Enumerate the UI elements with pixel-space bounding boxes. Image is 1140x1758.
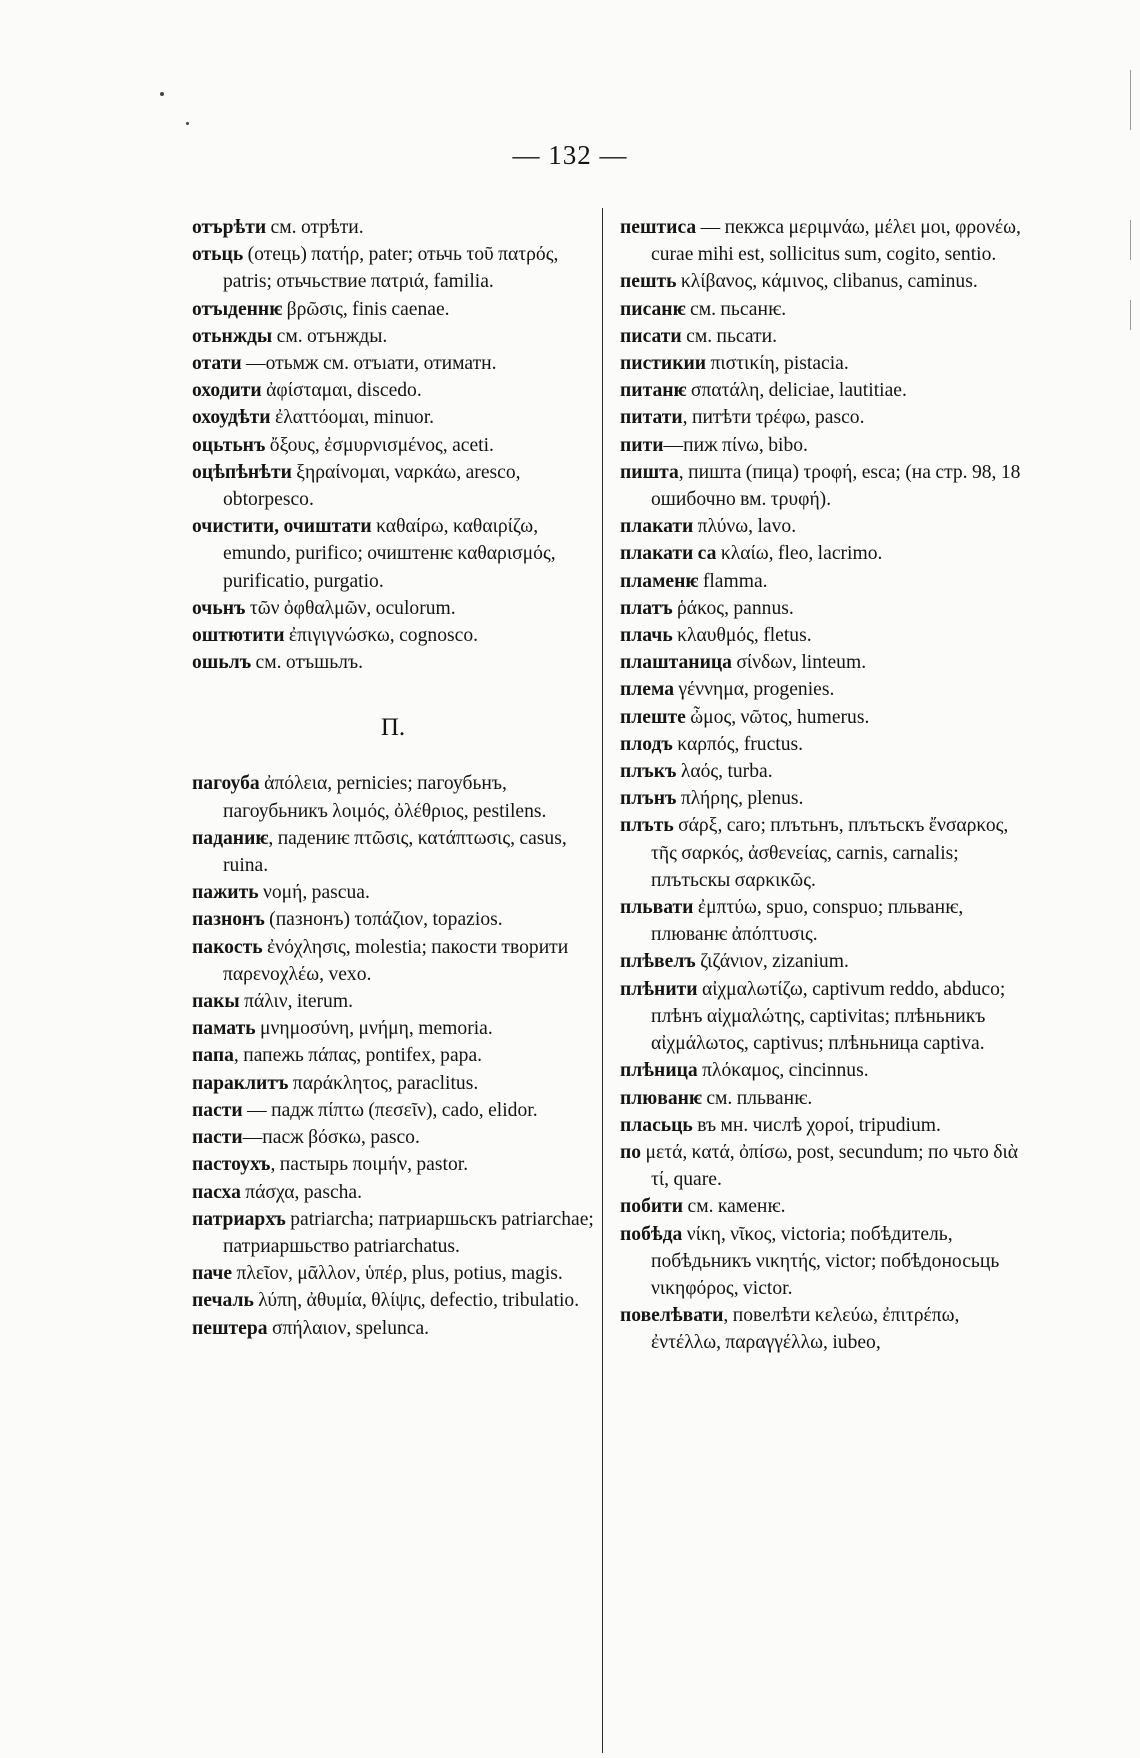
entry-definition: см. каменѥ. [683,1196,786,1218]
entry-definition: μετά, κατά, ὀπίσω, post, secundum; по чьто διὰ τί, quare. [641,1141,1019,1191]
entry-headword: пагоуба [192,773,260,795]
entry-headword: охоудѣти [192,407,271,429]
entry-definition: ἀφίσταμαι, discedo. [261,380,422,402]
entry-definition: λύπη, ἀθυμία, θλίψις, defectio, tribulatio. [253,1290,580,1312]
dictionary-entry [620,595,1028,622]
dictionary-entry [192,770,594,824]
entry-headword: побѣда [620,1223,683,1245]
dictionary-entry [620,1085,1028,1112]
dictionary-entry [620,1112,1028,1139]
entry-headword: пити [620,434,664,456]
entry-definition: νίκη, νῖκος, victoria; побѣдитель, побѣдьникъ νικητής, victor; побѣдоносьць νικηφόρος, victor. [651,1223,1000,1299]
entry-definition: ἐλαττόομαι, minuor. [270,407,435,429]
entry-headword: папа [192,1045,234,1067]
entry-headword: платъ [620,597,673,619]
entry-definition: πλήρης, plenus. [676,788,804,810]
entry-headword: пламенѥ [620,570,699,592]
entry-definition: κλίβανος, κάμινος, clibanus, caminus. [676,271,978,293]
entry-headword: пишта [620,461,679,483]
dictionary-entry [620,649,1028,676]
dictionary-entry [192,1015,594,1042]
dictionary-entry [192,296,594,323]
entry-definition: μνημοσύνη, μνήμη, memoria. [255,1018,493,1040]
dictionary-entry [620,540,1028,567]
dictionary-entry [192,1206,594,1260]
entry-definition: —пиж πίνω, bibo. [663,434,808,456]
dictionary-entry [192,1287,594,1314]
edge-line-mid [1130,220,1131,260]
entry-definition: ἐπιγιγνώσκω, cognosco. [284,625,479,647]
entry-headword: плънъ [620,788,677,810]
entry-definition: въ мн. числѣ χοροί, tripudium. [692,1114,941,1136]
dictionary-entry [192,1070,594,1097]
entry-definition: σίνδων, linteum. [731,652,867,674]
entry-definition: , повелѣти κελεύω, ἐπιτρέπω, ἐντέλλω, παραγγέλλω, iubeo, [651,1305,960,1354]
entry-headword: плѣнити [620,978,698,1000]
entry-definition: πλόκαμος, cincinnus. [697,1060,869,1082]
entry-headword: плѣница [620,1060,698,1082]
dictionary-entry [620,513,1028,540]
entry-definition: , падениѥ πτῶσις, κατάπτωσις, casus, ruina. [223,827,567,877]
dictionary-entry [192,1260,594,1287]
entry-headword: плакати са [620,543,717,565]
entry-definition: κλαίω, fleo, lacrimo. [716,543,883,565]
entry-headword: отъıденнѥ [192,298,283,320]
entry-headword: оштютити [192,625,285,647]
dictionary-entry [192,1151,594,1178]
entry-headword: побити [620,1196,684,1218]
entry-definition: , пиштa (пица) τροφή, esca; (на стр. 98, 18 ошибочно вм. τρυφή). [651,461,1021,511]
entry-headword: писанѥ [620,298,686,320]
entry-definition: ὦμος, νῶτος, humerus. [685,706,870,728]
entry-definition: πλύνω, lavo. [693,516,797,538]
entry-definition: ῥάκος, pannus. [672,597,794,619]
dictionary-entry [192,988,594,1015]
entry-definition: αἰχμαλωτίζω, captivum reddo, abduco; плѣнъ αἰχμαλώτης, captivitas; плѣньникъ αἰχμάλωτος, captivus; плѣньница captiva. [651,978,1006,1055]
entry-headword: отьць [192,244,244,266]
entry-definition: σπατάλη, deliciae, lautitiae. [686,380,907,402]
dictionary-entry [620,676,1028,703]
entry-headword: плодъ [620,733,673,755]
entry-definition: (пазнонъ) τοπάζιον, topazios. [264,909,503,931]
entry-definition: πάσχα, pascha. [240,1181,363,1203]
left-entries-top [192,214,594,676]
entry-headword: пистикии [620,353,707,375]
dictionary-entry [620,1193,1028,1220]
entry-headword: плѣвелъ [620,951,696,973]
dictionary-entry [192,1179,594,1206]
dictionary-entry [192,241,594,295]
entry-definition: , питѣти τρέφω, pasco. [682,407,865,429]
entry-headword: плема [620,679,674,701]
dictionary-entry [620,404,1028,431]
dictionary-entry [620,568,1028,595]
dictionary-entry [192,622,594,649]
dictionary-entry [192,1097,594,1124]
entry-headword: писати [620,325,682,347]
dictionary-entry [620,812,1028,894]
entry-headword: оходити [192,380,262,402]
dictionary-entry [620,948,1028,975]
dictionary-entry [620,323,1028,350]
dictionary-entry [192,350,594,377]
dictionary-entry [192,404,594,431]
entry-definition: см. отрѣти. [266,217,364,238]
entry-definition: patriarcha; патриаршьскъ patriarchae; патриаршьство patriarchatus. [223,1208,594,1257]
entry-headword: печаль [192,1290,254,1312]
right-column [620,214,1028,1357]
entry-headword: плюванѥ [620,1087,702,1109]
entry-headword: отьнжды [192,325,273,347]
entry-headword: питанѥ [620,380,687,402]
entry-headword: паданиѥ [192,827,269,849]
entry-headword: повелѣвати [620,1305,724,1327]
entry-headword: отърѣти [192,217,267,238]
dictionary-entry [192,906,594,933]
entry-headword: пасти [192,1099,243,1121]
entry-headword: пльвати [620,897,694,919]
entry-headword: очистити, очиштати [192,516,372,538]
entry-definition: καρπός, fructus. [672,733,804,755]
entry-headword: питати [620,407,683,429]
dictionary-entry [192,323,594,350]
dictionary-entry [620,785,1028,812]
dictionary-entry [192,649,594,676]
entry-headword: плъть [620,815,674,837]
entry-definition: σπήλαιον, spelunca. [267,1317,430,1339]
section-letter: П. [380,714,406,742]
dictionary-entry [192,377,594,404]
entry-definition: — падж πίπτω (πεσεῖν), cado, elidor. [242,1099,538,1121]
entry-definition: νομή, pascua. [258,882,370,904]
entry-definition: τῶν ὀφθαλμῶν, oculorum. [245,597,456,619]
entry-definition: ζιζάνιον, zizanium. [695,951,849,973]
entry-headword: оцѣпѣнѣти [192,461,292,483]
dictionary-entry [620,622,1028,649]
entry-headword: пазнонъ [192,909,265,931]
entry-headword: плеште [620,706,686,728]
dictionary-entry [192,432,594,459]
entry-headword: пласьць [620,1114,693,1136]
dictionary-entry [620,459,1028,513]
entry-definition: κλαυθμός, fletus. [672,625,812,647]
entry-headword: плаштаница [620,652,732,674]
dictionary-entry [620,296,1028,323]
entry-headword: пасти [192,1127,243,1149]
entry-headword: пакы [192,991,240,1013]
entry-headword: плъкъ [620,761,677,783]
dictionary-entry [620,214,1028,268]
entry-definition: πλεῖον, μᾶλλον, ὑπέρ, plus, potius, magis. [232,1263,563,1285]
dictionary-entry [192,934,594,988]
dictionary-entry [620,1057,1028,1084]
entry-definition: flamma. [698,570,768,592]
dictionary-entry [192,825,594,879]
entry-definition: παράκλητος, paraclitus. [288,1072,479,1094]
dictionary-entry [620,894,1028,948]
entry-headword: плакати [620,516,694,538]
entry-definition: см. пьсанѥ. [685,298,787,320]
dictionary-entry [620,704,1028,731]
dictionary-entry [620,350,1028,377]
entry-definition: — пекжса μεριμνάω, μέλει μοι, φρονέω, curae mihi est, sollicitus sum, cogito, sentio. [651,217,1021,266]
dictionary-entry [192,513,594,595]
entry-definition: πάλιν, iterum. [239,991,353,1013]
entry-headword: патриархъ [192,1208,286,1230]
entry-headword: отати [192,353,242,375]
dictionary-entry [620,1302,1028,1356]
dictionary-entry [192,459,594,513]
dictionary-entry [192,595,594,622]
entry-definition: λαός, turba. [676,761,773,783]
entry-definition: —отьмж см. отъıати, отиматн. [241,353,497,375]
entry-headword: оцьтьнъ [192,434,266,456]
column-rule [602,208,603,1753]
entry-definition: (отець) πατήρ, pater; отьчь τοῦ πατρός, patris; отьчьствие πατριά, familia. [223,244,559,293]
entry-definition: , папежь πάπας, pontifex, papa. [233,1045,483,1067]
dictionary-entry [620,1139,1028,1193]
entry-headword: по [620,1141,642,1163]
entry-definition: γέννημα, progenies. [674,679,835,701]
edge-line-low [1130,300,1131,330]
entry-definition: πιστικίη, pistacia. [706,353,849,375]
entry-definition: ἀπόλεια, pernicies; пагоубьнъ, пагоубьникъ λοιμός, ὀλέθριος, pestilens. [223,773,547,822]
dictionary-entry [620,268,1028,295]
entry-headword: пакость [192,936,263,958]
entry-headword: параклитъ [192,1072,289,1094]
entry-definition: καθαίρω, καθαιρίζω, emundo, purifico; очиштенѥ καθαρισμός, purificatio, purgatio. [223,516,556,592]
entry-definition: ξηραίνομαι, ναρκάω, aresco, obtorpesco. [223,461,521,511]
entry-headword: паче [192,1263,233,1285]
entry-headword: пешть [620,271,677,293]
dictionary-entry [620,758,1028,785]
speck-mark [186,122,189,125]
entry-headword: очьнъ [192,597,246,619]
entry-definition: σάρξ, caro; плътьнъ, плътьскъ ἔνσαρκος, τῆς σαρκός, ἀσθενείας, carnis, carnalis; плътьскы σαρκικῶς. [651,815,1009,891]
entry-headword: пажить [192,882,259,904]
entry-definition: , пастырь ποιμήν, pastor. [270,1154,469,1176]
dictionary-entry [192,1315,594,1342]
left-entries-bottom [192,770,594,1341]
entry-headword: пасха [192,1181,241,1203]
entry-headword: пештера [192,1317,268,1339]
entry-definition: βρῶσις, finis caenae. [282,298,450,320]
dictionary-entry [192,214,594,241]
entry-definition: ἐνόχλησις, molestia; пакости творити παρενοχλέω, vexo. [223,936,569,985]
entry-definition: ὄξους, ἐσμυρνισμένος, aceti. [265,434,494,456]
speck-mark [160,92,164,96]
left-column [192,214,594,1342]
dictionary-entry [620,377,1028,404]
dictionary-entry [620,731,1028,758]
entry-headword: пастоухъ [192,1154,271,1176]
dictionary-entry [620,976,1028,1058]
entry-headword: памать [192,1018,256,1040]
entry-definition: см. пльванѥ. [701,1087,813,1109]
entry-definition: см. отънжды. [272,325,388,347]
entry-definition: см. отъшьлъ. [251,652,363,674]
entry-definition: ἐμπτύω, spuo, conspuo; пльванѥ, плюванѥ ἀπόπτυσις. [651,897,964,946]
dictionary-entry [620,432,1028,459]
entry-headword: плачь [620,625,673,647]
dictionary-entry [620,1221,1028,1303]
page-number: — 132 — [512,140,628,170]
entry-headword: пештиса [620,217,697,238]
dictionary-entry [192,1124,594,1151]
entry-headword: ошьлъ [192,652,252,674]
entry-definition: см. пьсати. [681,325,778,347]
entry-definition: —пасж βόσκω, pasco. [242,1127,420,1149]
dictionary-entry [192,1042,594,1069]
edge-line-top [1130,70,1131,130]
dictionary-entry [192,879,594,906]
right-entries [620,214,1028,1357]
